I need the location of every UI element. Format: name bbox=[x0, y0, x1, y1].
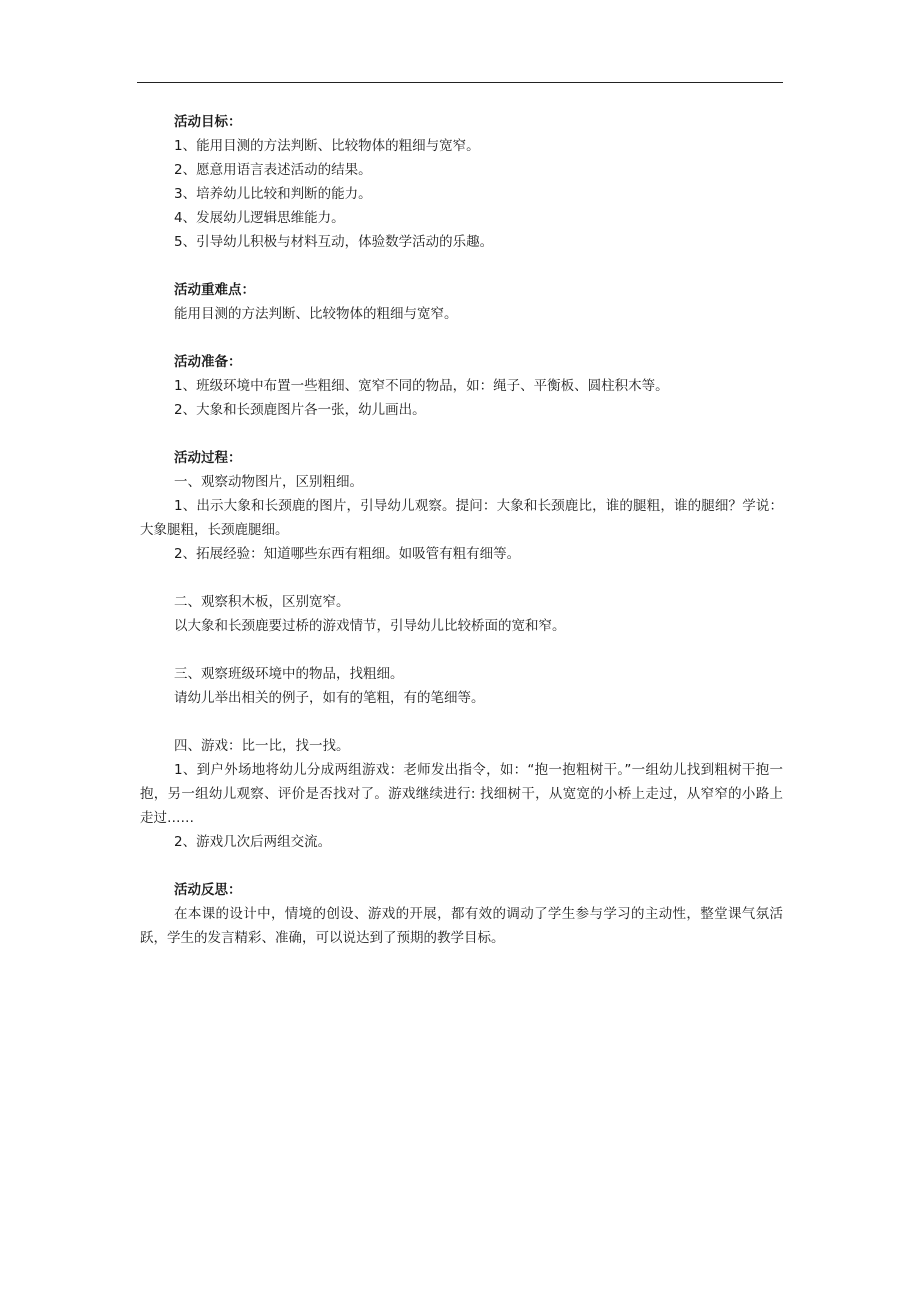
process-text: 以大象和长颈鹿要过桥的游戏情节，引导幼儿比较桥面的宽和窄。 bbox=[174, 618, 566, 634]
reflection-heading: 活动反思： bbox=[174, 882, 242, 898]
goals-section bbox=[140, 110, 783, 254]
reflection-section bbox=[140, 878, 783, 950]
goal-item: 2、愿意用语言表述活动的结果。 bbox=[174, 162, 372, 178]
key-points-section bbox=[140, 278, 783, 326]
process-item: 1、出示大象和长颈鹿的图片，引导幼儿观察。提问：大象和长颈鹿比，谁的腿粗，谁的腿细？学说：大象腿粗，长颈鹿腿细。 bbox=[140, 498, 783, 538]
process-section bbox=[140, 446, 783, 854]
header-rule bbox=[137, 82, 783, 83]
goal-item: 4、发展幼儿逻辑思维能力。 bbox=[174, 210, 345, 226]
lesson-plan-document bbox=[140, 110, 783, 950]
key-points-text: 能用目测的方法判断、比较物体的粗细与宽窄。 bbox=[174, 306, 458, 322]
process-item: 2、拓展经验：知道哪些东西有粗细。如吸管有粗有细等。 bbox=[174, 546, 521, 562]
process-item: 1、到户外场地将幼儿分成两组游戏：老师发出指令，如：“抱一抱粗树干。”一组幼儿找到粗树干抱一抱，另一组幼儿观察、评价是否找对了。游戏继续进行: 找细树干，从宽宽的小桥上走过，从窄窄的小路上走过…… bbox=[140, 762, 783, 826]
preparation-item: 2、大象和长颈鹿图片各一张，幼儿画出。 bbox=[174, 402, 426, 418]
process-text: 请幼儿举出相关的例子，如有的笔粗，有的笔细等。 bbox=[174, 690, 485, 706]
reflection-text: 在本课的设计中，情境的创设、游戏的开展，都有效的调动了学生参与学习的主动性，整堂课气氛活跃，学生的发言精彩、准确，可以说达到了预期的教学目标。 bbox=[140, 906, 783, 946]
key-points-heading: 活动重难点： bbox=[174, 282, 255, 298]
process-item: 2、游戏几次后两组交流。 bbox=[174, 834, 332, 850]
process-part-title: 二、观察积木板，区别宽窄。 bbox=[174, 594, 350, 610]
process-part-title: 一、观察动物图片，区别粗细。 bbox=[174, 474, 363, 490]
preparation-heading: 活动准备： bbox=[174, 354, 242, 370]
preparation-item: 1、班级环境中布置一些粗细、宽窄不同的物品，如：绳子、平衡板、圆柱积木等。 bbox=[174, 378, 669, 394]
process-part-title: 三、观察班级环境中的物品，找粗细。 bbox=[174, 666, 404, 682]
goal-item: 3、培养幼儿比较和判断的能力。 bbox=[174, 186, 372, 202]
goals-heading: 活动目标： bbox=[174, 114, 242, 130]
preparation-section bbox=[140, 350, 783, 422]
process-heading: 活动过程： bbox=[174, 450, 242, 466]
goal-item: 1、能用目测的方法判断、比较物体的粗细与宽窄。 bbox=[174, 138, 480, 154]
goal-item: 5、引导幼儿积极与材料互动，体验数学活动的乐趣。 bbox=[174, 234, 494, 250]
process-part-title: 四、游戏：比一比，找一找。 bbox=[174, 738, 350, 754]
